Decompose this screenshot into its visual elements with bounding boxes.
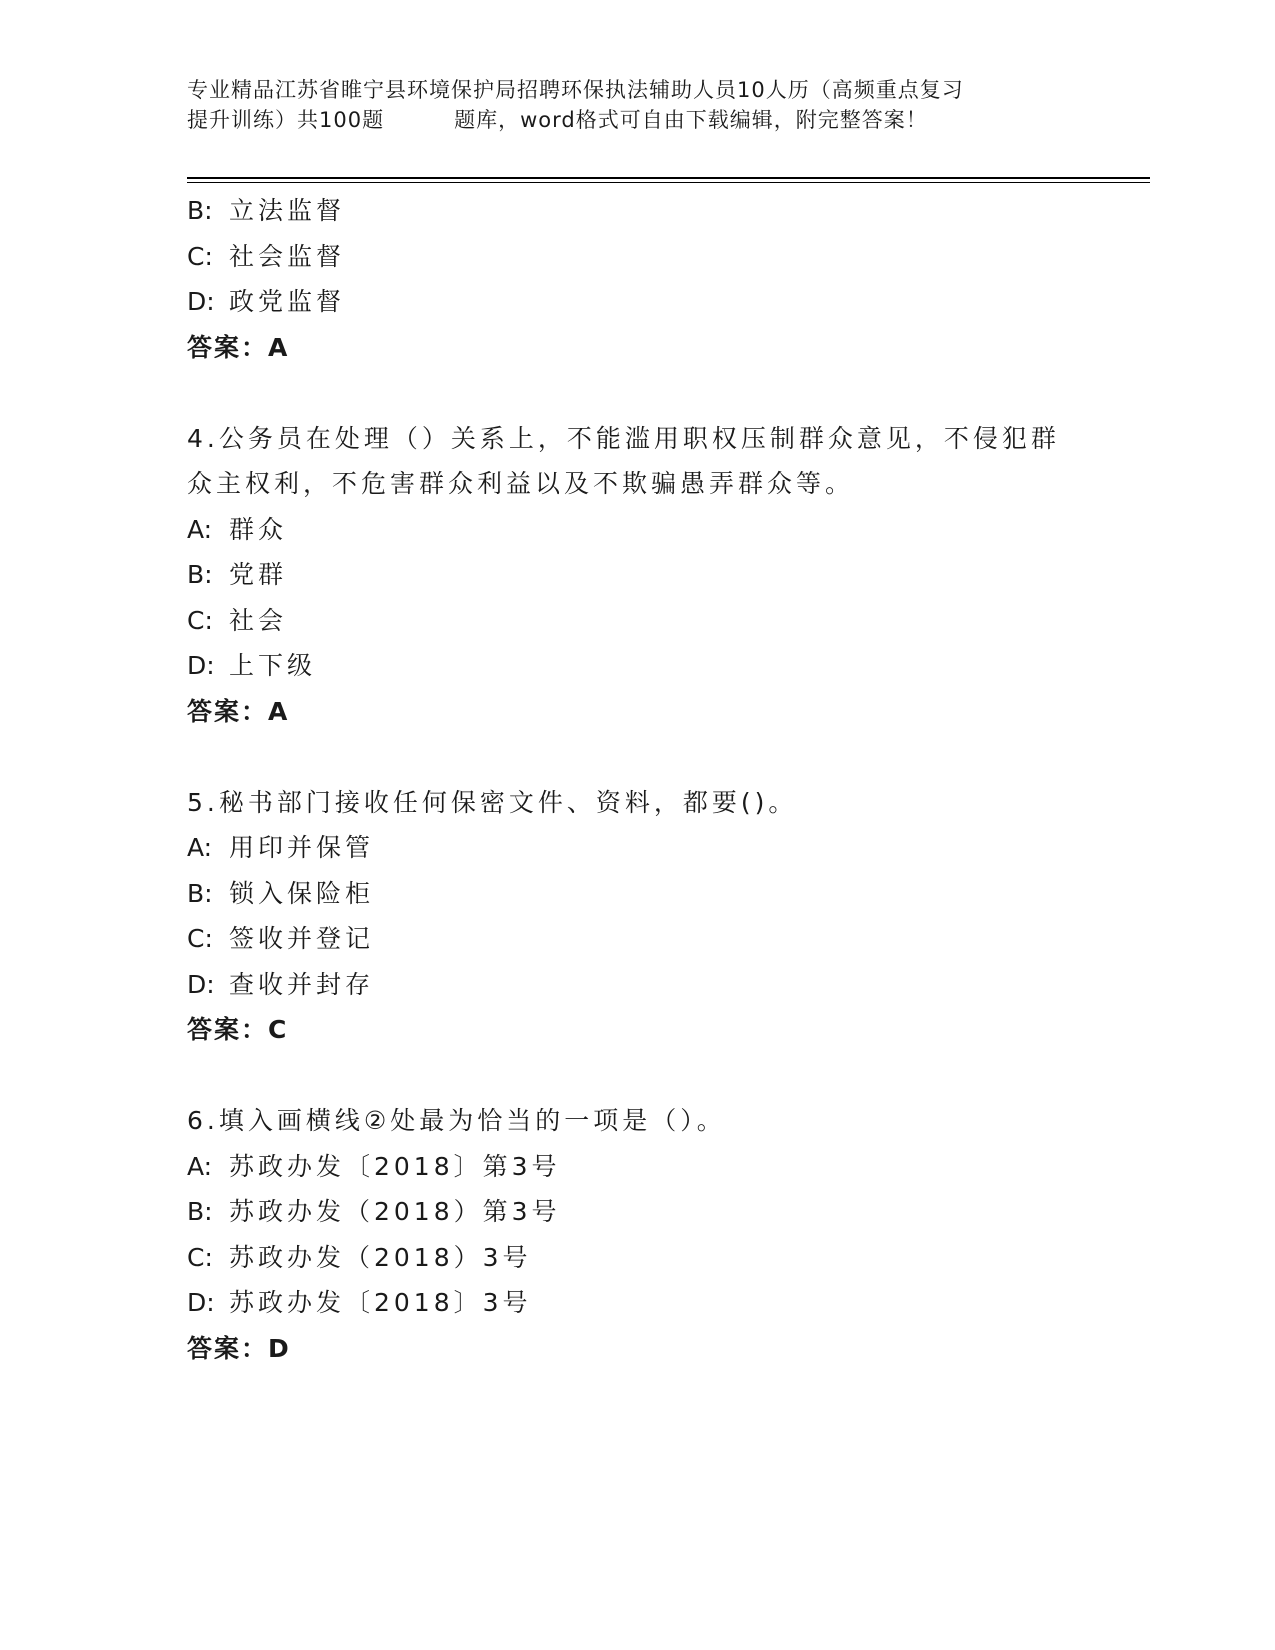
option-text: 群众: [229, 514, 288, 544]
option-a: [187, 507, 1087, 553]
option-letter: C:: [187, 605, 213, 635]
question-5: [187, 780, 1087, 1053]
option-letter: B:: [187, 196, 213, 225]
option-letter: A:: [187, 833, 213, 862]
option-text: 苏政办发〔2018〕3号: [229, 1288, 532, 1317]
question-stem-line-1: 5.秘书部门接收任何保密文件、资料，都要()。: [187, 787, 798, 817]
option-letter: B:: [187, 560, 213, 589]
header-title-line-1: 专业精品江苏省睢宁县环境保护局招聘环保执法辅助人员10人历（高频重点复习: [187, 78, 964, 102]
header-title-line-2-part-2: 题库，word格式可自由下载编辑，附完整答案！: [454, 108, 928, 132]
option-text: 立法监督: [229, 196, 346, 225]
option-d: [187, 1280, 1087, 1326]
answer: 答案：A: [187, 696, 290, 726]
option-letter: A:: [187, 1151, 213, 1181]
option-d: [187, 643, 1087, 689]
option-d: [187, 962, 1087, 1008]
option-a: [187, 1144, 1087, 1190]
option-text: 苏政办发〔2018〕第3号: [229, 1151, 561, 1181]
question-4: [187, 416, 1087, 735]
header-title-line-2-part-1: 提升训练）共100题: [187, 108, 385, 132]
option-letter: C:: [187, 1242, 213, 1272]
option-d: [187, 279, 1087, 325]
option-letter: D:: [187, 1288, 215, 1317]
option-text: 上下级: [229, 651, 317, 680]
option-text: 党群: [229, 560, 288, 589]
option-c: [187, 1235, 1087, 1281]
option-letter: A:: [187, 514, 213, 544]
option-c: [187, 234, 1087, 280]
page-header: [187, 75, 1087, 135]
answer: 答案：C: [187, 1015, 289, 1044]
option-b: [187, 1189, 1087, 1235]
option-b: [187, 188, 1087, 234]
option-letter: B:: [187, 1197, 213, 1226]
question-stem-line-2: 众主权利，不危害群众利益以及不欺骗愚弄群众等。: [187, 469, 855, 498]
option-text: 社会监督: [229, 241, 346, 271]
question-3-fragment: [187, 188, 1087, 370]
option-b: [187, 552, 1087, 598]
option-text: 苏政办发（2018）3号: [229, 1242, 532, 1272]
header-divider-thick: [187, 177, 1150, 179]
option-text: 社会: [229, 605, 288, 635]
question-stem-line-1: 6.填入画横线②处最为恰当的一项是（）。: [187, 1106, 726, 1135]
option-text: 签收并登记: [229, 924, 375, 953]
option-text: 政党监督: [229, 287, 346, 316]
option-b: [187, 871, 1087, 917]
option-letter: B:: [187, 878, 213, 908]
option-letter: C:: [187, 924, 213, 953]
option-letter: D:: [187, 287, 215, 316]
option-text: 用印并保管: [229, 833, 375, 862]
option-c: [187, 598, 1087, 644]
answer: 答案：A: [187, 332, 290, 362]
header-divider-thin: [187, 182, 1150, 183]
question-stem-line-1: 4.公务员在处理（）关系上，不能滥用职权压制群众意见，不侵犯群: [187, 423, 1060, 453]
option-letter: D:: [187, 969, 215, 999]
option-c: [187, 916, 1087, 962]
option-letter: D:: [187, 651, 215, 680]
answer: 答案：D: [187, 1333, 291, 1363]
question-6: [187, 1098, 1087, 1371]
header-title-line-2: [187, 105, 1087, 135]
option-text: 锁入保险柜: [229, 878, 375, 908]
option-letter: C:: [187, 241, 213, 271]
option-text: 查收并封存: [229, 969, 375, 999]
option-a: [187, 825, 1087, 871]
option-text: 苏政办发（2018）第3号: [229, 1197, 561, 1226]
question-list: [187, 188, 1087, 1371]
